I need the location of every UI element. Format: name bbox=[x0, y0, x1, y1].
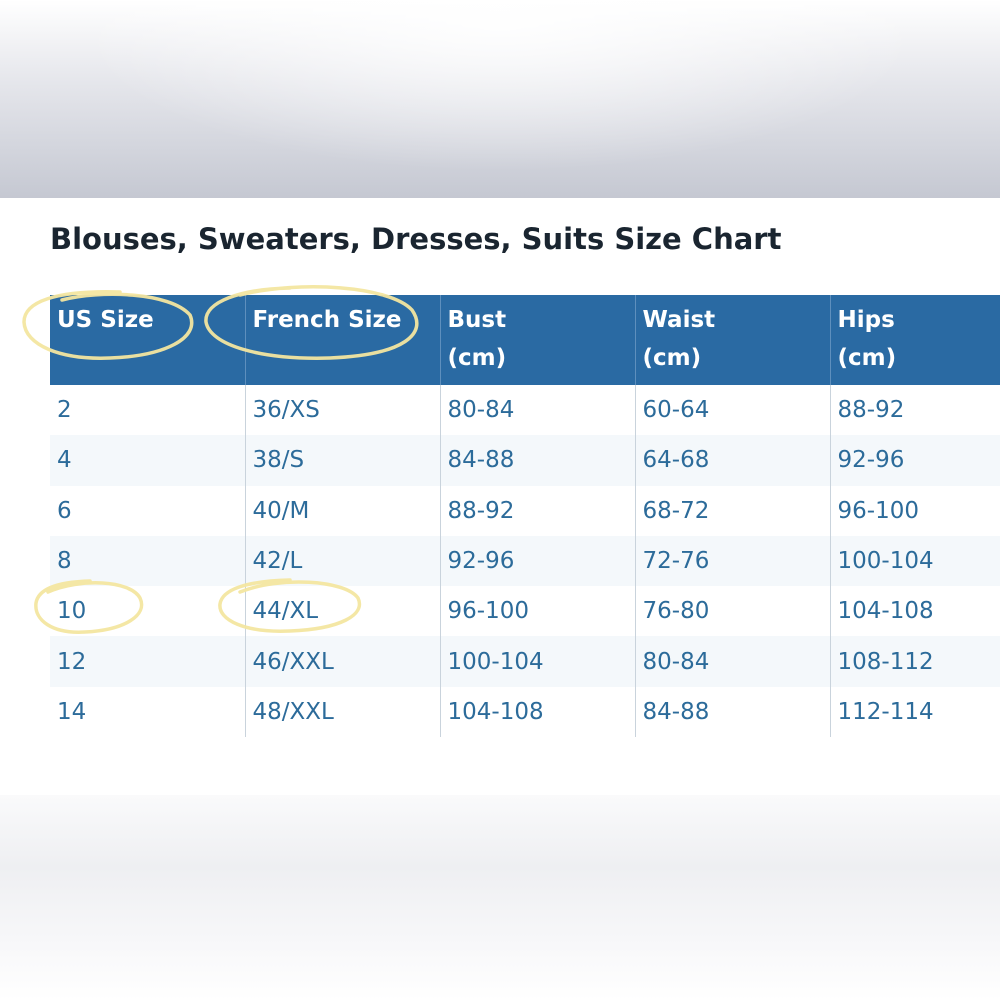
cell-us-size: 12 bbox=[50, 636, 245, 686]
cell-waist: 64-68 bbox=[635, 435, 830, 485]
cell-us-size: 8 bbox=[50, 536, 245, 586]
cell-french-size: 44/XL bbox=[245, 586, 440, 636]
cell-us-size: 2 bbox=[50, 385, 245, 435]
cell-us-size: 14 bbox=[50, 687, 245, 737]
header-line: Bust bbox=[447, 307, 507, 333]
cell-waist: 76-80 bbox=[635, 586, 830, 636]
cell-bust: 96-100 bbox=[440, 586, 635, 636]
cell-waist: 84-88 bbox=[635, 687, 830, 737]
table-row bbox=[50, 586, 1000, 636]
table-row bbox=[50, 435, 1000, 485]
size-chart-sheet bbox=[0, 198, 1000, 795]
cell-hips: 112-114 bbox=[830, 687, 1000, 737]
header-line: French Size bbox=[252, 307, 402, 333]
header-unit: (cm) bbox=[642, 345, 702, 371]
cell-waist: 60-64 bbox=[635, 385, 830, 435]
top-blur-band bbox=[0, 0, 1000, 198]
header-waist bbox=[635, 295, 830, 385]
header-french-size bbox=[245, 295, 440, 385]
header-unit: (cm) bbox=[837, 345, 897, 371]
bottom-blur-band bbox=[0, 795, 1000, 1000]
cell-waist: 72-76 bbox=[635, 536, 830, 586]
size-table bbox=[50, 295, 1000, 737]
header-line: Hips bbox=[837, 307, 895, 333]
table-row bbox=[50, 536, 1000, 586]
cell-waist: 80-84 bbox=[635, 636, 830, 686]
cell-french-size: 36/XS bbox=[245, 385, 440, 435]
cell-french-size: 46/XXL bbox=[245, 636, 440, 686]
chart-title: Blouses, Sweaters, Dresses, Suits Size Chart bbox=[50, 222, 782, 256]
cell-hips: 92-96 bbox=[830, 435, 1000, 485]
cell-french-size: 48/XXL bbox=[245, 687, 440, 737]
header-us-size bbox=[50, 295, 245, 385]
cell-bust: 104-108 bbox=[440, 687, 635, 737]
cell-us-size: 6 bbox=[50, 486, 245, 536]
table-row bbox=[50, 385, 1000, 435]
cell-bust: 84-88 bbox=[440, 435, 635, 485]
cell-french-size: 40/M bbox=[245, 486, 440, 536]
cell-bust: 100-104 bbox=[440, 636, 635, 686]
header-line: Waist bbox=[642, 307, 716, 333]
cell-hips: 96-100 bbox=[830, 486, 1000, 536]
cell-french-size: 42/L bbox=[245, 536, 440, 586]
cell-hips: 108-112 bbox=[830, 636, 1000, 686]
cell-bust: 80-84 bbox=[440, 385, 635, 435]
cell-hips: 104-108 bbox=[830, 586, 1000, 636]
header-bust bbox=[440, 295, 635, 385]
header-hips bbox=[830, 295, 1000, 385]
cell-bust: 92-96 bbox=[440, 536, 635, 586]
table-header-row bbox=[50, 295, 1000, 385]
cell-bust: 88-92 bbox=[440, 486, 635, 536]
header-line: US Size bbox=[57, 307, 154, 333]
cell-french-size: 38/S bbox=[245, 435, 440, 485]
cell-us-size: 10 bbox=[50, 586, 245, 636]
cell-us-size: 4 bbox=[50, 435, 245, 485]
table-row bbox=[50, 486, 1000, 536]
table-row bbox=[50, 687, 1000, 737]
cell-waist: 68-72 bbox=[635, 486, 830, 536]
header-unit: (cm) bbox=[447, 345, 507, 371]
cell-hips: 88-92 bbox=[830, 385, 1000, 435]
cell-hips: 100-104 bbox=[830, 536, 1000, 586]
table-row bbox=[50, 636, 1000, 686]
